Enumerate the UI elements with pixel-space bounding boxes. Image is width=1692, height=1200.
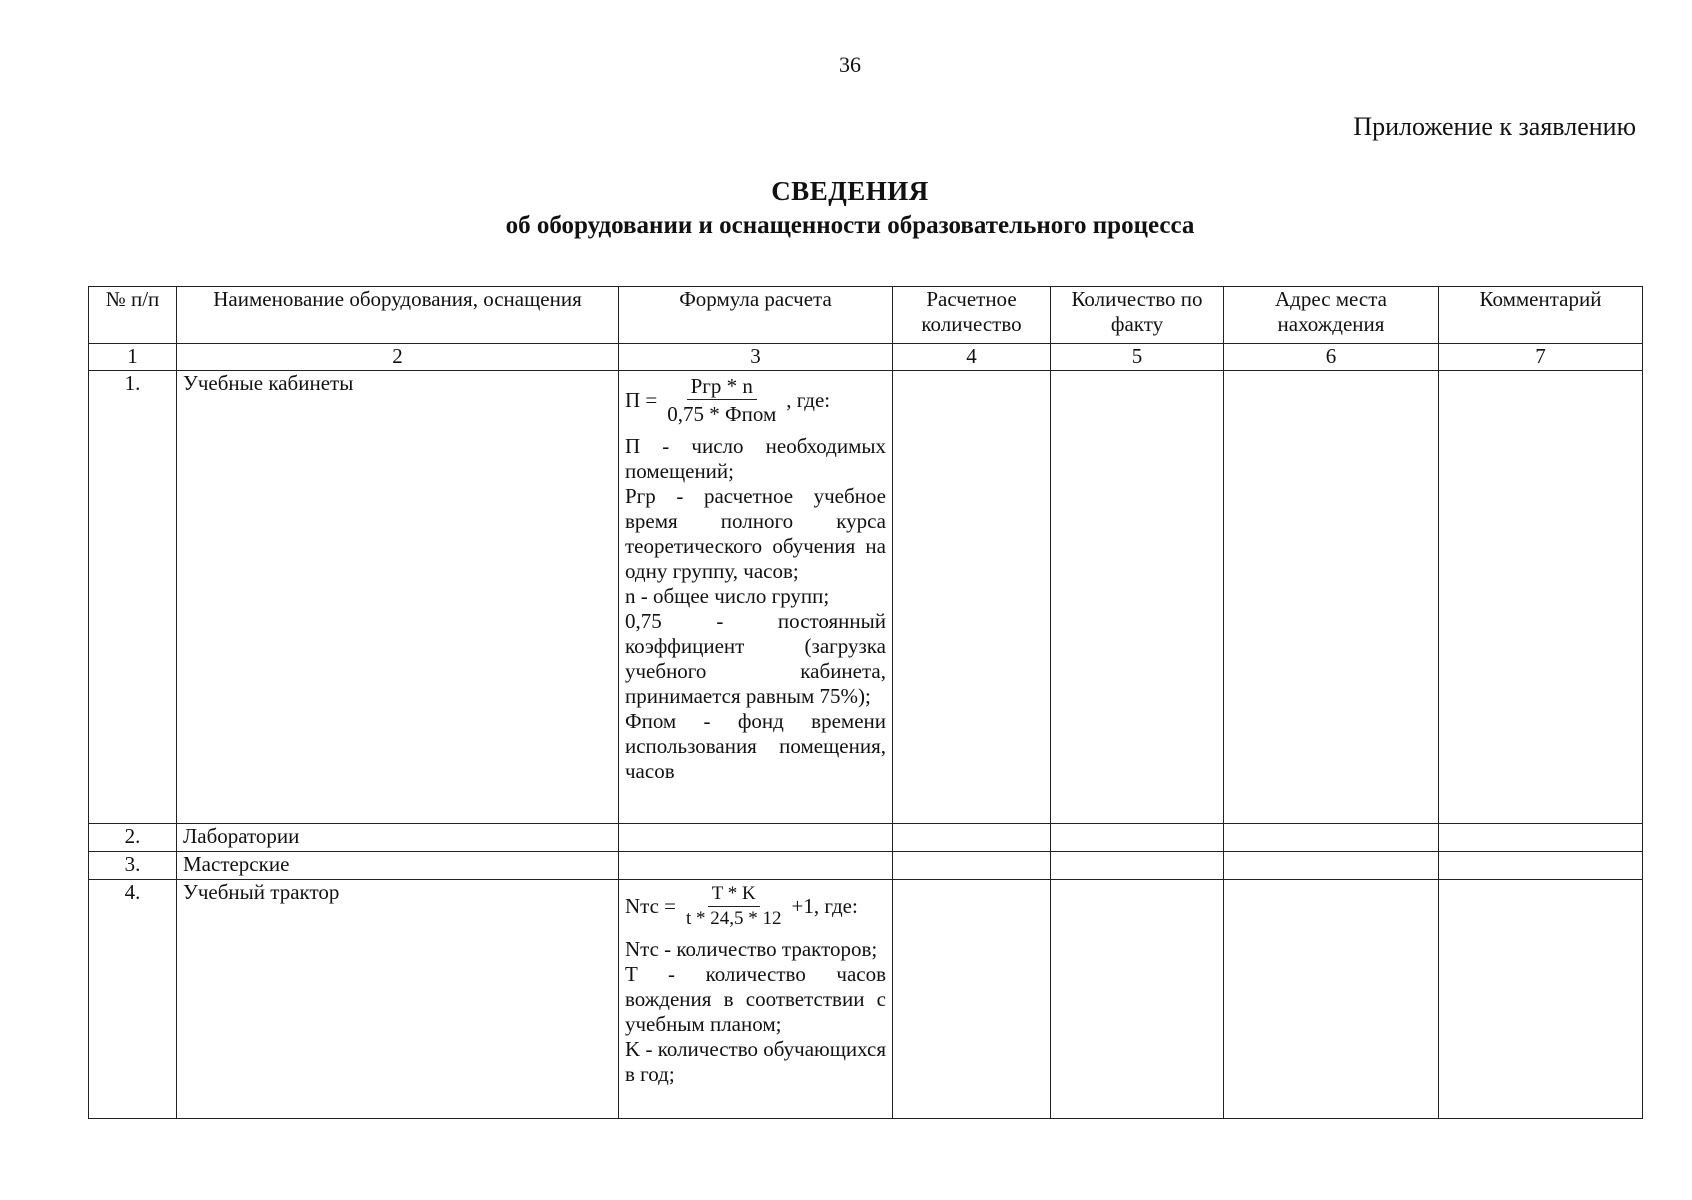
row-number: 3. <box>89 852 177 880</box>
comment-cell[interactable] <box>1439 880 1643 1119</box>
header-name: Наименование оборудования, оснащения <box>177 287 619 344</box>
formula-definition: Фпом - фонд времени использования помещения, часов <box>625 709 886 783</box>
formula-cell <box>619 371 893 824</box>
formula-expression <box>625 882 886 931</box>
formula-definitions <box>625 434 886 784</box>
row-number: 2. <box>89 824 177 852</box>
formula-definition: П - число необходимых помещений; <box>625 434 886 483</box>
formula-definition: T - количество часов вождения в соответствии с учебным планом; <box>625 962 886 1036</box>
formula-cell[interactable] <box>619 824 893 852</box>
header-calculated-quantity: Расчетное количество <box>893 287 1051 344</box>
calculated-quantity-cell[interactable] <box>893 371 1051 824</box>
header-num: № п/п <box>89 287 177 344</box>
equipment-name: Лаборатории <box>177 824 619 852</box>
equipment-name: Учебный трактор <box>177 880 619 1119</box>
formula-fraction <box>663 373 780 428</box>
formula-definition: Nтс - количество тракторов; <box>625 937 878 961</box>
header-address: Адрес места нахождения <box>1224 287 1439 344</box>
equipment-name: Учебные кабинеты <box>177 371 619 824</box>
actual-quantity-cell[interactable] <box>1051 371 1224 824</box>
formula-lhs: Nтс = <box>625 894 677 918</box>
equipment-table <box>88 286 1643 1119</box>
calculated-quantity-cell[interactable] <box>893 824 1051 852</box>
header-comment: Комментарий <box>1439 287 1643 344</box>
appendix-label: Приложение к заявлению <box>1353 112 1636 141</box>
column-number: 2 <box>177 344 619 371</box>
formula-denominator: 0,75 * Фпом <box>667 402 777 426</box>
formula-definition: K - количество обучающихся в год; <box>625 1037 886 1086</box>
formula-definition: 0,75 - постоянный коэффициент (загрузка учебного кабинета, принимается равным 75%); <box>625 609 886 708</box>
table-row <box>89 880 1643 1119</box>
column-number-row <box>89 344 1643 371</box>
formula-suffix: +1, где: <box>791 894 858 918</box>
formula-suffix: , где: <box>786 388 831 412</box>
document-title: СВЕДЕНИЯ <box>771 176 929 206</box>
row-number: 4. <box>89 880 177 1119</box>
address-cell[interactable] <box>1224 852 1439 880</box>
header-row <box>89 287 1643 344</box>
formula-fraction <box>682 882 786 931</box>
calculated-quantity-cell[interactable] <box>893 880 1051 1119</box>
column-number: 1 <box>89 344 177 371</box>
formula-lhs: П = <box>625 388 658 412</box>
column-number: 4 <box>893 344 1051 371</box>
formula-numerator: Pгр * n <box>687 373 757 400</box>
equipment-name: Мастерские <box>177 852 619 880</box>
actual-quantity-cell[interactable] <box>1051 880 1224 1119</box>
formula-definition: n - общее число групп; <box>625 584 830 608</box>
column-number: 7 <box>1439 344 1643 371</box>
address-cell[interactable] <box>1224 371 1439 824</box>
document-subtitle: об оборудовании и оснащенности образовательного процесса <box>505 212 1195 239</box>
formula-definitions <box>625 937 886 1087</box>
address-cell[interactable] <box>1224 824 1439 852</box>
column-number: 6 <box>1224 344 1439 371</box>
table-row <box>89 824 1643 852</box>
header-actual-quantity: Количество по факту <box>1051 287 1224 344</box>
column-number: 3 <box>619 344 893 371</box>
column-number: 5 <box>1051 344 1224 371</box>
formula-numerator: T * K <box>708 882 760 907</box>
actual-quantity-cell[interactable] <box>1051 852 1224 880</box>
actual-quantity-cell[interactable] <box>1051 824 1224 852</box>
table-row <box>89 852 1643 880</box>
formula-cell[interactable] <box>619 852 893 880</box>
comment-cell[interactable] <box>1439 852 1643 880</box>
comment-cell[interactable] <box>1439 824 1643 852</box>
page-number: 36 <box>839 52 861 77</box>
address-cell[interactable] <box>1224 880 1439 1119</box>
calculated-quantity-cell[interactable] <box>893 852 1051 880</box>
header-formula: Формула расчета <box>619 287 893 344</box>
formula-cell <box>619 880 893 1119</box>
formula-definition: Pгр - расчетное учебное время полного курса теоретического обучения на одну группу, часов; <box>625 484 886 583</box>
row-number: 1. <box>89 371 177 824</box>
formula-expression <box>625 373 886 428</box>
table-row <box>89 371 1643 824</box>
formula-denominator: t * 24,5 * 12 <box>686 908 782 929</box>
comment-cell[interactable] <box>1439 371 1643 824</box>
